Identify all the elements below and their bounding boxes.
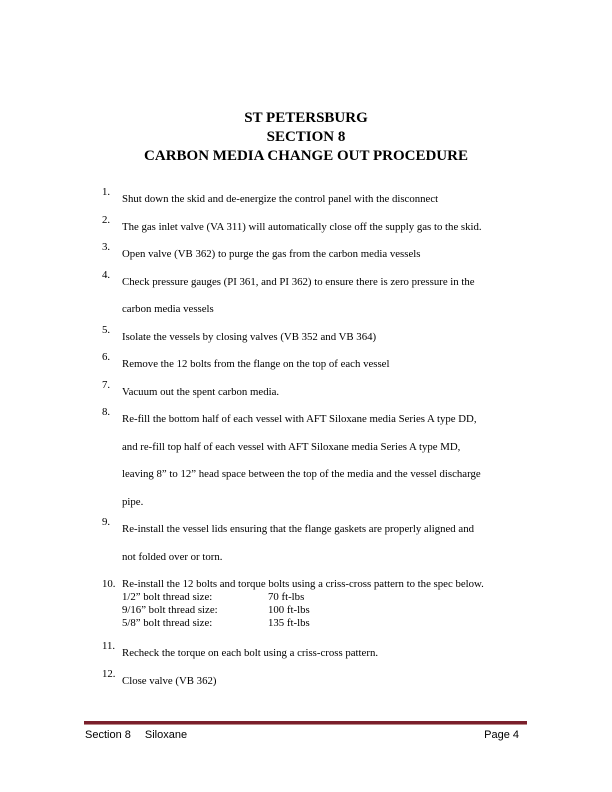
torque-spec-row xyxy=(122,591,542,604)
step-2 xyxy=(102,214,542,242)
torque-spec-row xyxy=(122,617,542,630)
step-number: 6. xyxy=(102,351,111,363)
step-number: 9. xyxy=(102,516,111,528)
bolt-size: 1/2” bolt thread size: xyxy=(122,591,213,603)
step-text: Isolate the vessels by closing valves (VB 352 and VB 364) xyxy=(122,330,377,343)
step-4 xyxy=(102,269,542,324)
bolt-size: 9/16” bolt thread size: xyxy=(122,604,218,616)
step-text: Remove the 12 bolts from the flange on the top of each vessel xyxy=(122,358,390,370)
step-text: Open valve (VB 362) to purge the gas from the carbon media vessels xyxy=(122,248,421,260)
step-11 xyxy=(102,640,542,668)
step-7 xyxy=(102,379,542,407)
footer-divider xyxy=(84,721,527,725)
torque-spec-row xyxy=(122,604,542,617)
step-12 xyxy=(102,668,542,696)
bolt-size: 5/8” bolt thread size: xyxy=(122,617,213,629)
step-5 xyxy=(102,324,542,352)
step-text: Close valve (VB 362) xyxy=(122,674,217,687)
torque-value: 135 ft-lbs xyxy=(268,617,310,629)
step-3 xyxy=(102,241,542,269)
step-number: 11. xyxy=(102,640,116,652)
step-text: Re-fill the bottom half of each vessel with AFT Siloxane media Series A type DD, xyxy=(122,413,477,425)
torque-value: 100 ft-lbs xyxy=(268,604,310,616)
step-number: 3. xyxy=(102,241,111,253)
title-line-location: ST PETERSBURG xyxy=(244,110,368,126)
step-8 xyxy=(102,406,542,516)
step-6 xyxy=(102,351,542,379)
procedure-steps xyxy=(102,186,542,695)
footer-page-number: Page 4 xyxy=(484,729,519,741)
step-number: 8. xyxy=(102,406,111,418)
step-text: Re-install the 12 bolts and torque bolts using a criss-cross pattern to the spec below. xyxy=(122,578,484,590)
step-text: not folded over or torn. xyxy=(122,550,223,563)
title-line-section: SECTION 8 xyxy=(266,129,346,145)
step-text: Re-install the vessel lids ensuring that the flange gaskets are properly aligned and xyxy=(122,523,474,535)
footer-section: Section 8 xyxy=(85,729,131,741)
step-text: Recheck the torque on each bolt using a criss-cross pattern. xyxy=(122,647,379,659)
step-text: carbon media vessels xyxy=(122,303,214,315)
step-text: Shut down the skid and de-energize the control panel with the disconnect xyxy=(122,193,439,205)
step-text: leaving 8” to 12” head space between the top of the media and the vessel discharge xyxy=(122,468,481,480)
step-9 xyxy=(102,516,542,571)
step-number: 10. xyxy=(102,578,116,590)
step-number: 5. xyxy=(102,323,111,336)
step-10 xyxy=(102,578,542,630)
document-title xyxy=(0,109,612,166)
step-number: 7. xyxy=(102,378,111,391)
footer-subject: Siloxane xyxy=(144,729,188,741)
title-line-procedure: CARBON MEDIA CHANGE OUT PROCEDURE xyxy=(144,148,468,164)
step-text: pipe. xyxy=(122,495,144,508)
torque-value: 70 ft-lbs xyxy=(268,591,305,603)
step-text: Check pressure gauges (PI 361, and PI 362) to ensure there is zero pressure in the xyxy=(122,275,475,288)
step-text: Vacuum out the spent carbon media. xyxy=(122,385,280,398)
step-text: and re-fill top half of each vessel with AFT Siloxane media Series A type MD, xyxy=(122,440,461,453)
step-number: 2. xyxy=(102,213,111,226)
step-number: 4. xyxy=(102,268,111,281)
step-1 xyxy=(102,186,542,214)
step-text: The gas inlet valve (VA 311) will automatically close off the supply gas to the skid. xyxy=(122,220,482,233)
step-number: 12. xyxy=(102,667,116,680)
step-number: 1. xyxy=(102,186,111,198)
